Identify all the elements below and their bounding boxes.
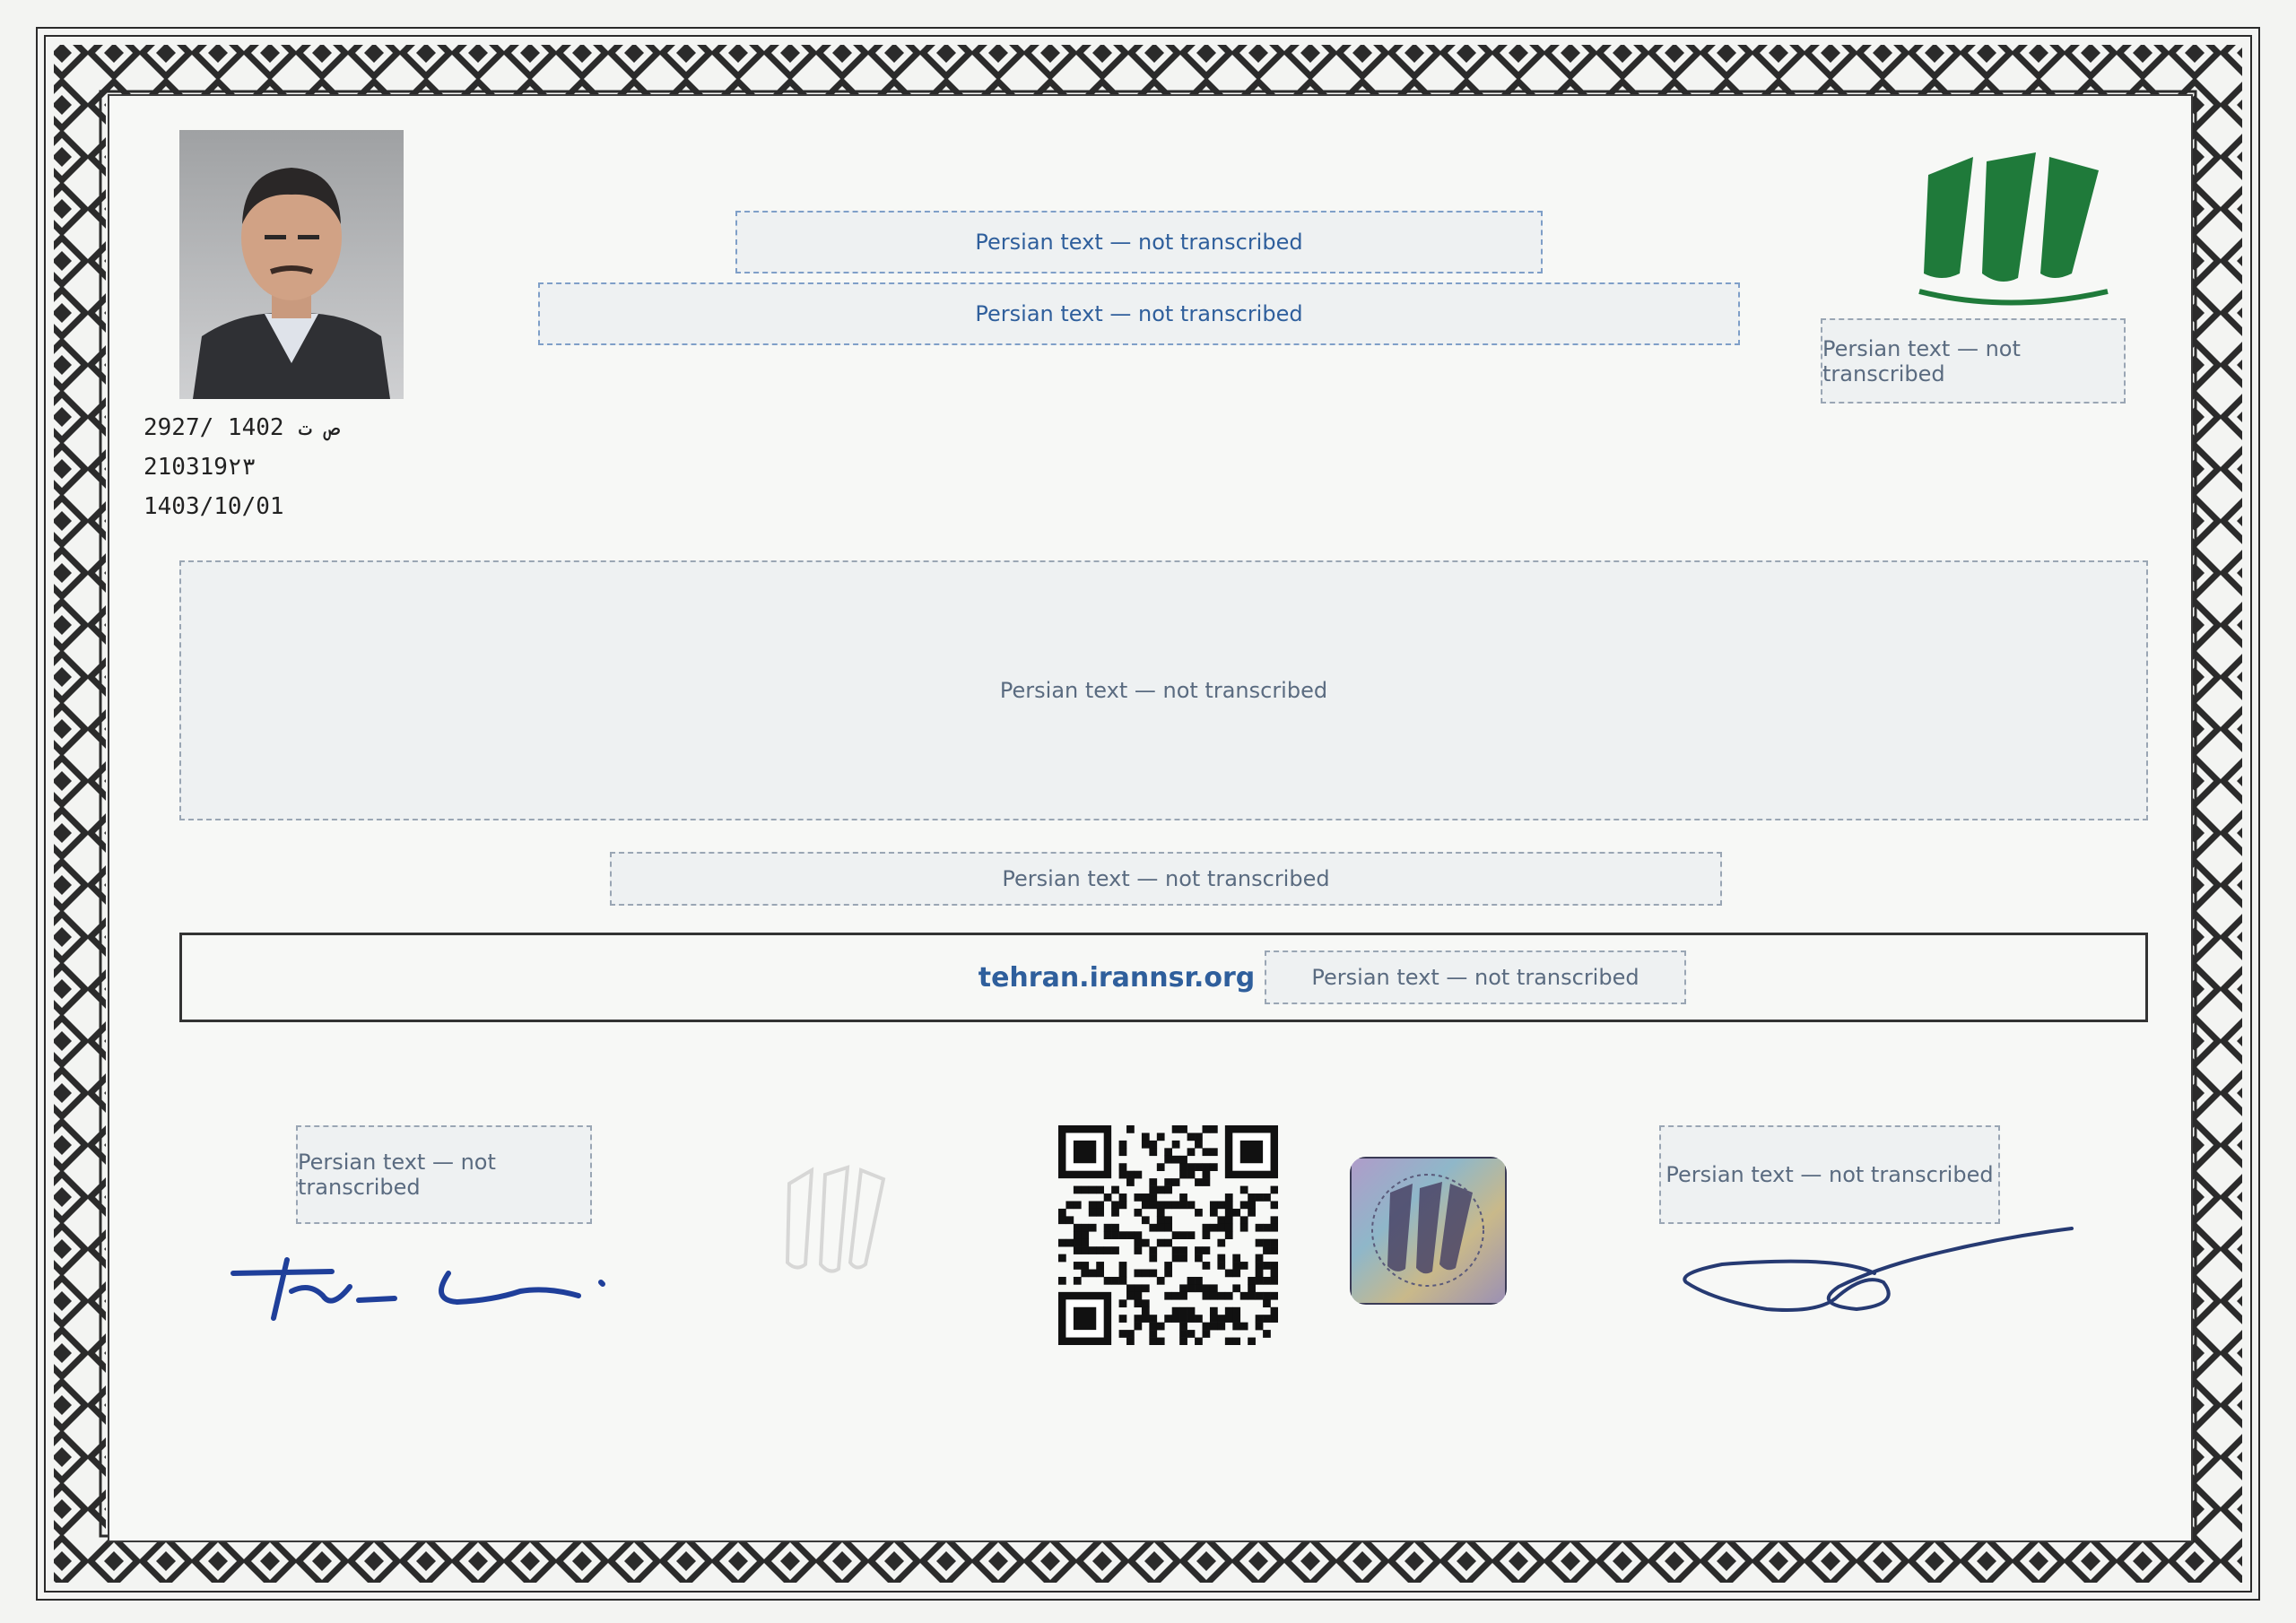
certificate-number: 2927/ ص ت 1402 <box>144 414 341 441</box>
left-signatory-placeholder <box>296 1125 592 1224</box>
certificate-title-placeholder <box>538 282 1740 345</box>
certificate-body-placeholder-text: Persian text — not transcribed <box>999 678 1328 703</box>
certificate-meta <box>144 408 502 526</box>
specialty-line-placeholder-text: Persian text — not transcribed <box>1002 866 1330 891</box>
organization-title-placeholder <box>735 211 1543 273</box>
left-signature <box>224 1246 646 1327</box>
qr-code-icon <box>1058 1125 1278 1345</box>
left-signatory-placeholder-text: Persian text — not transcribed <box>298 1150 496 1200</box>
certificate-title-placeholder-text: Persian text — not transcribed <box>975 301 1303 326</box>
verification-notice-placeholder <box>1265 950 1686 1004</box>
logo-caption-placeholder-text: Persian text — not transcribed <box>1822 335 2021 386</box>
organization-logo-icon <box>1892 148 2126 314</box>
expiry-date: 1403/10/01 <box>144 493 284 520</box>
logo-caption-placeholder <box>1821 318 2126 404</box>
right-signatory-placeholder <box>1659 1125 2000 1224</box>
verification-website: tehran.irannsr.org <box>978 961 1256 994</box>
certificate-body-placeholder <box>179 560 2148 820</box>
holder-photo <box>179 130 404 399</box>
right-signatory-placeholder-text: Persian text — not transcribed <box>1665 1162 1994 1187</box>
hologram-seal-icon <box>1350 1157 1507 1305</box>
organization-title-placeholder-text: Persian text — not transcribed <box>975 230 1303 255</box>
watermark-logo-icon <box>771 1157 897 1291</box>
verification-notice-placeholder-text: Persian text — not transcribed <box>1311 965 1639 990</box>
specialty-line-placeholder <box>610 852 1722 906</box>
right-signature <box>1659 1219 2081 1327</box>
membership-code: 210319۲۳ <box>144 454 257 481</box>
